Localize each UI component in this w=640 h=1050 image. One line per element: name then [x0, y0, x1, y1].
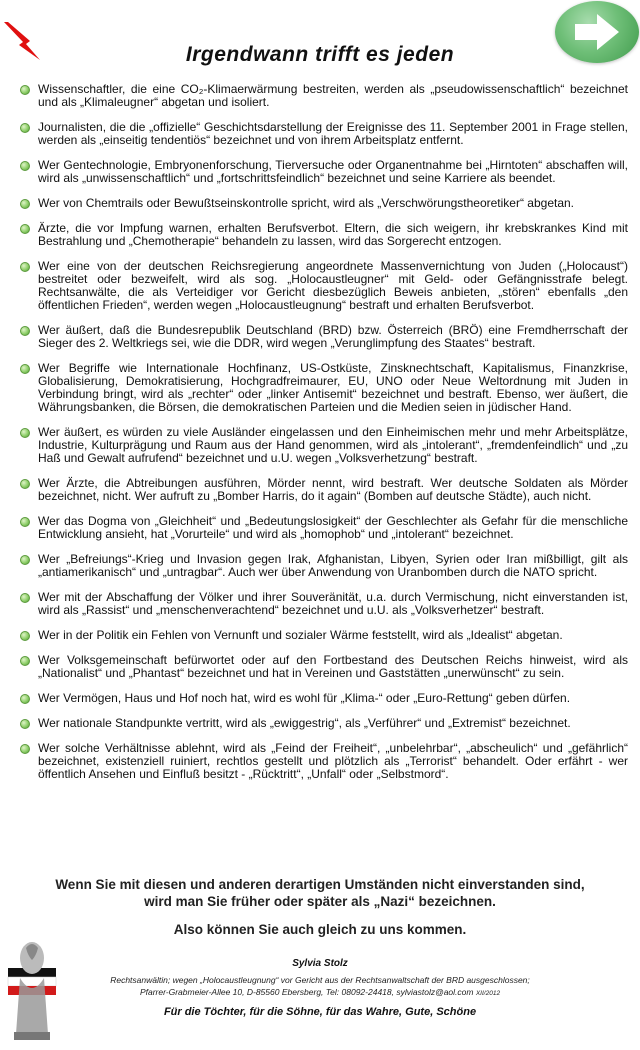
list-item-text: Wer in der Politik ein Fehlen von Vernunft und sozialer Wärme feststellt, wird als „Idealist“ abgetan.	[38, 628, 563, 642]
reich-flag-emblem-icon	[6, 938, 58, 1042]
green-bullet-icon	[20, 428, 30, 438]
list-item	[20, 692, 628, 705]
list-item-text: Ärzte, die vor Impfung warnen, erhalten Berufsverbot. Eltern, die sich weigern, ihr krebskrankes Kind mit Bestrahlung und „Chemotherapie“ behandeln zu lassen, wird das Sorgerecht entzogen.	[38, 221, 628, 248]
list-item-text: Wer Volksgemeinschaft befürwortet oder auf den Fortbestand des Deutschen Reichs hinweist, wird als „Nationalist“ und „Phantast“ bezeichnet und hat in Vereinen und Gaststätten „unerwünscht“ zu sein.	[38, 653, 628, 680]
author-name: Sylvia Stolz	[292, 958, 348, 969]
green-bullet-icon	[20, 744, 30, 754]
date-code: XII/2012	[475, 990, 501, 997]
green-bullet-icon	[20, 479, 30, 489]
green-bullet-icon	[20, 719, 30, 729]
invitation-line: Also können Sie auch gleich zu uns kommen.	[173, 922, 467, 937]
list-item	[20, 426, 628, 465]
list-item	[20, 324, 628, 350]
list-item	[20, 83, 628, 109]
author-details	[80, 974, 560, 1000]
list-item-text: Wer Gentechnologie, Embryonenforschung, Tierversuche oder Organentnahme bei „Hirntoten“ abschaffen will, wird als „unwissenschaftlich“ und „fortschrittsfeindlich“ bezeichnet und seine Karriere als beendet.	[38, 158, 628, 185]
green-bullet-icon	[20, 517, 30, 527]
list-item-text: Wer von Chemtrails oder Bewußtseinskontrolle spricht, wird als „Verschwörungstheoretiker“ abgetan.	[38, 196, 575, 210]
list-item	[20, 553, 628, 579]
list-item	[20, 742, 628, 781]
green-bullet-icon	[20, 364, 30, 374]
list-item-text: Wer solche Verhältnisse ablehnt, wird als „Feind der Freiheit“, „unbelehrbar“, „abscheulich“ und „gefährlich“ bezeichnet, existenziell ruiniert, rechtlos gestellt und plötzlich als „Terrorist“ behandelt. Oder erfährt - wer öffentlich Ansehen und Einfluß besitzt - „Rücktritt“, „Unfall“ oder „Selbstmord“.	[38, 741, 628, 781]
list-item-text: Wer mit der Abschaffung der Völker und ihrer Souveränität, u.a. durch Vermischung, nicht einverstanden ist, wird als „Rassist“ und „menschenverachtend“ bezeichnet und u.U. als „Volksverhetzer“ bestraft.	[38, 590, 628, 617]
list-item-text: Wer eine von der deutschen Reichsregierung angeordnete Massenvernichtung von Juden („Holocaust“) bestreitet oder bezweifelt, wird als sog. „Holocaustleugner“ mit Geld- oder Gefängnisstrafe belegt. Rechtsanwälte, die als Verteidiger vor Gericht diesbezüglich Beweis anbieten, „stören“ ebenfalls „den öffentlichen Frieden“, werden wegen „Holocaustleugnung“ bestraft und erhalten Berufsverbot.	[38, 259, 628, 312]
green-bullet-icon	[20, 326, 30, 336]
green-bullet-icon	[20, 631, 30, 641]
green-bullet-icon	[20, 593, 30, 603]
green-bullet-icon	[20, 262, 30, 272]
list-item-text: Wer Begriffe wie Internationale Hochfinanz, US-Ostküste, Zinsknechtschaft, Kapitalismus, Finanzkrise, Globalisierung, Demokratisierung, Hochgradfreimaurer, EU, UNO oder Neue Weltordnung mit Juden in Verbindung bringt, wird als „rechter“ oder „linker Antisemit“ bezeichnet und bestraft. Ebenso, wer äußert, die Währungsbanken, die Börsen, die demokratischen Parteien und die Medien seien in jüdischer Hand.	[38, 361, 628, 414]
statement-list	[20, 83, 628, 793]
green-bullet-icon	[20, 694, 30, 704]
closing-line-2: wird man Sie früher oder später als „Nazi“ bezeichnen.	[144, 894, 496, 909]
list-item-text: Journalisten, die die „offizielle“ Geschichtsdarstellung der Ereignisse des 11. September 2001 in Frage stellen, werden als „einseitig tendentiös“ bezeichnet und von ihrem Arbeitsplatz entfernt.	[38, 120, 628, 147]
list-item-text: Wissenschaftler, die eine CO₂-Klimaerwärmung bestreiten, werden als „pseudowissenschaftlich“ bezeichnet und als „Klimaleugner“ abgetan und isoliert.	[38, 82, 628, 109]
list-item-text: Wer nationale Standpunkte vertritt, wird als „ewiggestrig“, als „Verführer“ und „Extremist“ bezeichnet.	[38, 716, 571, 730]
list-item	[20, 629, 628, 642]
motto: Für die Töchter, für die Söhne, für das Wahre, Gute, Schöne	[163, 1006, 477, 1018]
author-address: Pfarrer-Grabmeier-Allee 10, D-85560 Ebersberg, Tel: 08092-24418, sylviastolz@aol.com	[139, 987, 474, 997]
green-bullet-icon	[20, 555, 30, 565]
author-note: Rechtsanwältin; wegen „Holocaustleugnung“ vor Gericht aus der Rechtsanwaltschaft der BRD ausgeschlossen;	[110, 975, 530, 985]
list-item	[20, 222, 628, 248]
list-item-text: Wer äußert, daß die Bundesrepublik Deutschland (BRD) bzw. Österreich (BRÖ) eine Fremdherrschaft der Sieger des 2. Weltkriegs sei, wie die DDR, wird wegen „Verunglimpfung des Staates“ bestraft.	[38, 323, 628, 350]
page-title: Irgendwann trifft es jeden	[185, 43, 455, 66]
green-bullet-icon	[20, 85, 30, 95]
list-item-text: Wer das Dogma von „Gleichheit“ und „Bedeutungslosigkeit“ der Geschlechter als Gefahr für die menschliche Entwicklung ansieht, hat „Vorurteile“ und wird als „homophob“ und „intolerant“ bezeichnet.	[38, 514, 628, 541]
list-item	[20, 121, 628, 147]
green-bullet-icon	[20, 224, 30, 234]
list-item	[20, 260, 628, 312]
green-bullet-icon	[20, 161, 30, 171]
list-item-text: Wer Ärzte, die Abtreibungen ausführen, Mörder nennt, wird bestraft. Wer deutsche Soldaten als Mörder bezeichnet, nicht. Wer aufruft zu „Bomber Harris, do it again“ (Bomben auf deutsche Städte), auch nicht.	[38, 476, 628, 503]
list-item	[20, 717, 628, 730]
list-item	[20, 515, 628, 541]
list-item	[20, 159, 628, 185]
list-item	[20, 654, 628, 680]
closing-statement	[0, 876, 640, 910]
green-bullet-icon	[20, 123, 30, 133]
green-bullet-icon	[20, 656, 30, 666]
list-item	[20, 477, 628, 503]
list-item	[20, 362, 628, 414]
green-bullet-icon	[20, 199, 30, 209]
closing-line-1: Wenn Sie mit diesen und anderen derartigen Umständen nicht einverstanden sind,	[55, 877, 585, 892]
list-item-text: Wer „Befreiungs“-Krieg und Invasion gegen Irak, Afghanistan, Libyen, Syrien oder Iran mißbilligt, gilt als „antiamerikanisch“ und „untragbar“. Auch wer über Anwendung von Uranbomben durch die NATO spricht.	[38, 552, 628, 579]
list-item-text: Wer Vermögen, Haus und Hof noch hat, wird es wohl für „Klima-“ oder „Euro-Rettung“ geben dürfen.	[38, 691, 571, 705]
list-item-text: Wer äußert, es würden zu viele Ausländer eingelassen und den Einheimischen mehr und mehr Arbeitsplätze, Industrie, Kulturprägung und Raum aus der Hand genommen, wird als „intolerant“, „fremdenfeindlich“ und „zu Haß und Gewalt aufrufend“ bezeichnet und u.U. wegen „Volksverhetzung“ bestraft.	[38, 425, 628, 465]
list-item	[20, 197, 628, 210]
list-item	[20, 591, 628, 617]
